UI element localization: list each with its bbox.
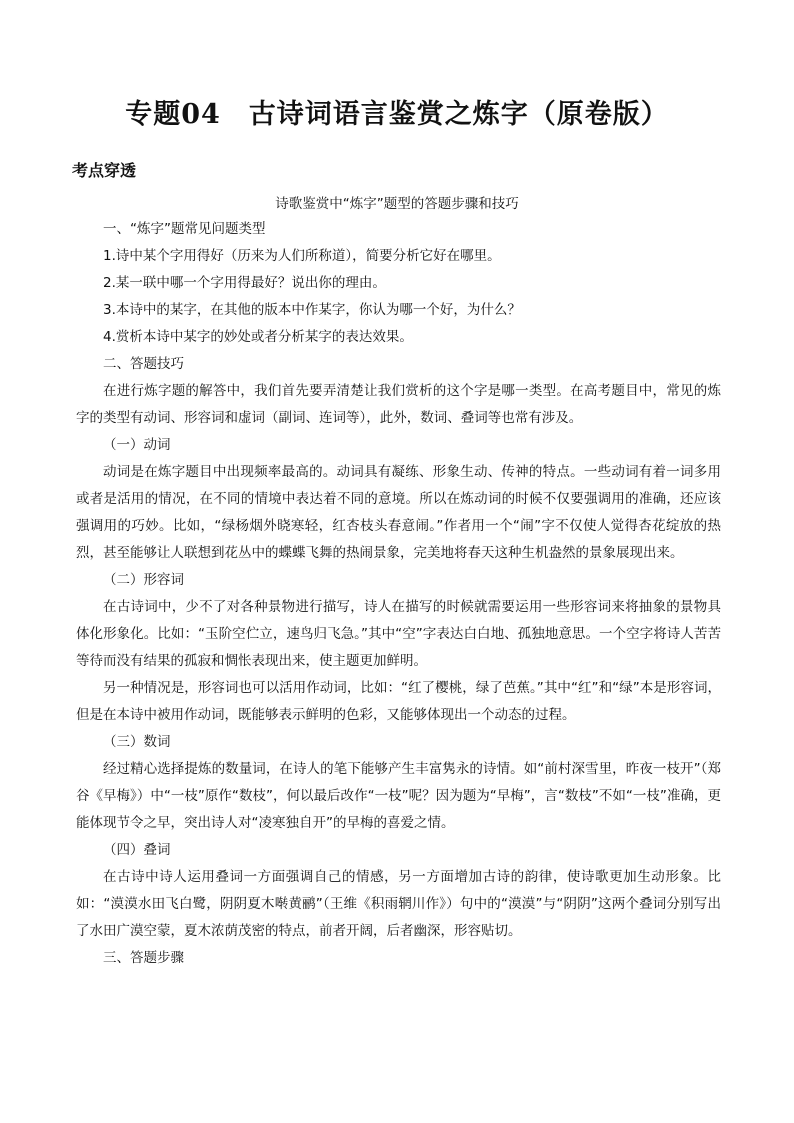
question-type-3: 3.本诗中的某字，在其他的版本中作某字，你认为哪一个好，为什么？ <box>103 302 521 318</box>
article-body <box>76 216 721 972</box>
paragraph-adjective-1: 在古诗词中，少不了对各种景物进行描写，诗人在描写的时候就需要运用一些形容词来将抽象的景物具体化形象化。比如：“玉阶空伫立，速鸟归飞急。”其中“空”字表达白白地、孤独地意思。一个空字将诗人苦苦等待而没有结果的孤寂和惆怅表现出来，使主题更加鲜明。 <box>76 599 721 669</box>
question-type-1: 1.诗中某个字用得好（历来为人们所称道），简要分析它好在哪里。 <box>103 248 501 264</box>
subheading-adjective: （二）形容词 <box>103 572 184 588</box>
subheading-numeral: （三）数词 <box>103 734 171 750</box>
paragraph-verb: 动词是在炼字题目中出现频率最高的。动词具有凝练、形象生动、传神的特点。一些动词有着一词多用或者是活用的情况，在不同的情境中表达着不同的意境。所以在炼动词的时候不仅要强调用的准确，还应该强调用的巧妙。比如，“绿杨烟外晓寒轻，红杏枝头春意闹。”作者用一个“闹”字不仅使人觉得杏花绽放的热烈，甚至能够让人联想到花丛中的蝶蝶飞舞的热闹景象，完美地将春天这种生机盎然的景象展现出来。 <box>76 464 721 561</box>
section-heading: 考点穿透 <box>72 161 137 180</box>
paragraph-adjective-2: 另一种情况是，形容词也可以活用作动词，比如：“红了樱桃，绿了芭蕉。”其中“红”和“绿”本是形容词，但是在本诗中被用作动词，既能够表示鲜明的色彩，又能够体现出一个动态的过程。 <box>76 680 721 723</box>
question-type-2: 2.某一联中哪一个字用得最好？说出你的理由。 <box>103 275 386 291</box>
heading-question-types: 一、“炼字”题常见问题类型 <box>103 221 266 237</box>
paragraph-intro: 在进行炼字题的解答中，我们首先要弄清楚让我们赏析的这个字是哪一类型。在高考题目中，常见的炼字的类型有动词、形容词和虚词（副词、连词等），此外，数词、叠词等也常有涉及。 <box>76 383 721 426</box>
paragraph-reduplication: 在古诗中诗人运用叠词一方面强调自己的情感，另一方面增加古诗的韵律，使诗歌更加生动形象。比如：“漠漠水田飞白鹭，阴阴夏木啭黄鹂”（王维《积雨辋川作》）句中的“漠漠”与“阴阴”这两个叠词分别写出了水田广漠空蒙，夏木浓荫茂密的特点，前者开阔，后者幽深，形容贴切。 <box>76 869 721 939</box>
question-type-4: 4.赏析本诗中某字的妙处或者分析某字的表达效果。 <box>103 329 413 345</box>
paragraph-numeral: 经过精心选择提炼的数量词，在诗人的笔下能够产生丰富隽永的诗情。如“前村深雪里，昨夜一枝开”（郑谷《早梅》）中“一枝”原作“数枝”，何以最后改作“一枝”呢？因为题为“早梅”，言“数枝”不如“一枝”准确，更能体现节令之早，突出诗人对“凌寒独自开”的早梅的喜爱之情。 <box>76 761 721 831</box>
article-subtitle: 诗歌鉴赏中“炼字”题型的答题步骤和技巧 <box>275 196 519 212</box>
subheading-reduplication: （四）叠词 <box>103 842 171 858</box>
page-title: 专题04 古诗词语言鉴赏之炼字（原卷版） <box>125 99 669 130</box>
heading-answer-steps: 三、答题步骤 <box>103 950 184 966</box>
subheading-verb: （一）动词 <box>103 437 171 453</box>
heading-answer-skills: 二、答题技巧 <box>103 356 184 372</box>
